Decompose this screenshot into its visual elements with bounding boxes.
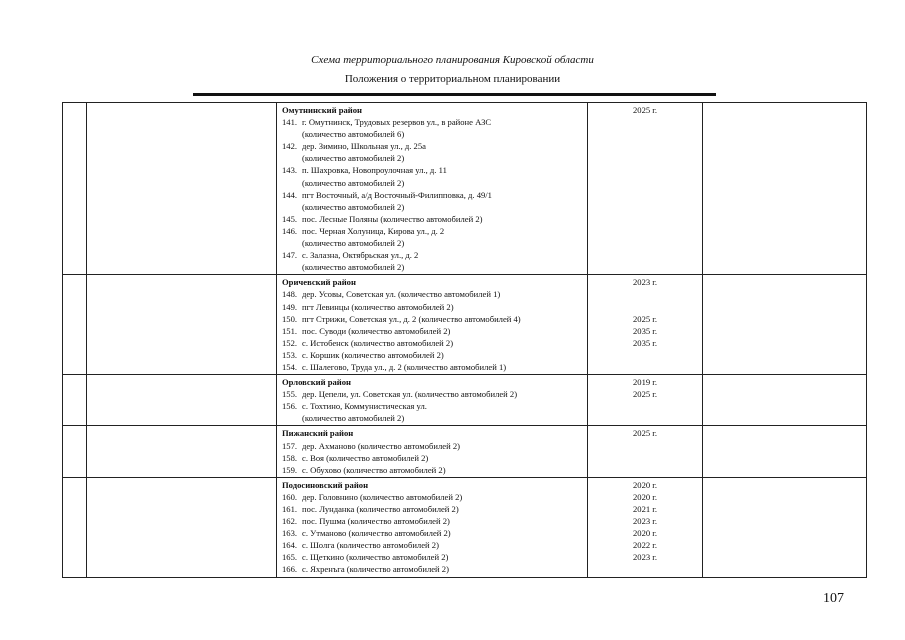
item-text: с. Коршик (количество автомобилей 2)	[302, 349, 444, 360]
year-value	[588, 152, 702, 164]
year-value	[588, 452, 702, 464]
list-item	[282, 349, 584, 361]
district-name: Подосиновский район	[282, 479, 369, 490]
row-number-cell	[63, 103, 87, 275]
item-number: 149.	[282, 301, 298, 312]
item-number: 164.	[282, 540, 298, 551]
list-item	[282, 164, 584, 188]
item-number: 153.	[282, 349, 298, 360]
year-value	[588, 201, 702, 213]
location-cell	[277, 375, 588, 426]
list-item	[282, 301, 584, 313]
notes-cell	[703, 103, 867, 275]
row-number-cell	[63, 275, 87, 375]
list-item	[282, 140, 584, 164]
district-name: Оричевский район	[282, 277, 356, 288]
list-item	[282, 388, 584, 400]
year-value	[588, 249, 702, 261]
year-value	[588, 225, 702, 237]
year-value: 2020 г.	[632, 491, 658, 502]
item-text: пгт Стрижи, Советская ул., д. 2 (количество автомобилей 4)	[302, 313, 521, 324]
list-item	[282, 464, 584, 476]
year-value	[588, 164, 702, 176]
list-item	[282, 551, 584, 563]
table-row	[63, 375, 867, 426]
item-text: дер. Усовы, Советская ул. (количество автомобилей 1)	[302, 289, 501, 300]
year-value	[588, 261, 702, 273]
table-row	[63, 275, 867, 375]
item-text: с. Залазна, Октябрьская ул., д. 2	[302, 250, 419, 261]
item-number: 143.	[282, 165, 298, 176]
list-item	[282, 213, 584, 225]
item-text: с. Тохтино, Коммунистическая ул.	[302, 401, 427, 412]
list-item	[282, 563, 584, 575]
item-text: пгт Восточный, а/д Восточный-Филипповка, д. 49/1	[302, 189, 492, 200]
item-text: с. Воя (количество автомобилей 2)	[302, 452, 429, 463]
list-item	[282, 503, 584, 515]
location-cell	[277, 103, 588, 275]
year-value: 2025 г.	[632, 428, 658, 439]
item-number: 141.	[282, 117, 298, 128]
list-item	[282, 116, 584, 140]
year-value: 2022 г.	[632, 540, 658, 551]
year-value	[588, 349, 702, 361]
item-continuation: (количество автомобилей 2)	[302, 413, 405, 424]
item-number: 158.	[282, 452, 298, 463]
object-type-cell	[87, 375, 277, 426]
district-name: Орловский район	[282, 377, 351, 388]
year-value	[588, 177, 702, 189]
list-item	[282, 400, 584, 424]
item-text: пос. Пушма (количество автомобилей 2)	[302, 516, 450, 527]
item-number: 157.	[282, 440, 298, 451]
item-text: пос. Черная Холуница, Кирова ул., д. 2	[302, 225, 445, 236]
year-value: 2019 г.	[632, 377, 658, 388]
object-type-cell	[87, 477, 277, 577]
item-continuation: (количество автомобилей 2)	[302, 238, 405, 249]
item-continuation: (количество автомобилей 2)	[302, 177, 405, 188]
year-value	[588, 213, 702, 225]
item-number: 162.	[282, 516, 298, 527]
item-number: 161.	[282, 504, 298, 514]
table-row	[63, 477, 867, 577]
page-header-subtitle: Положения о территориальном планировании	[344, 73, 561, 85]
item-number: 163.	[282, 528, 298, 539]
item-number: 150.	[282, 313, 298, 324]
item-number: 145.	[282, 213, 298, 224]
table-row	[63, 103, 867, 275]
item-number: 148.	[282, 289, 298, 300]
item-number: 160.	[282, 491, 298, 502]
notes-cell	[703, 375, 867, 426]
item-text: пос. Лесные Поляны (количество автомобилей 2)	[302, 213, 483, 224]
year-value: 2023 г.	[632, 516, 658, 527]
notes-cell	[703, 275, 867, 375]
item-text: с. Шалегово, Труда ул., д. 2 (количество автомобилей 1)	[302, 361, 507, 372]
page-number: 107	[823, 591, 844, 606]
year-value	[588, 400, 702, 412]
item-number: 146.	[282, 225, 298, 236]
item-text: с. Щеткино (количество автомобилей 2)	[302, 552, 449, 563]
item-text: с. Утманово (количество автомобилей 2)	[302, 528, 451, 539]
year-value	[588, 301, 702, 313]
row-number-cell	[63, 375, 87, 426]
object-type-cell	[87, 426, 277, 477]
year-value: 2023 г.	[632, 552, 658, 563]
year-value: 2035 г.	[632, 337, 658, 348]
year-value: 2020 г.	[632, 479, 658, 490]
item-text: г. Омутнинск, Трудовых резервов ул., в районе АЗС	[302, 117, 492, 128]
district-name: Пижанский район	[282, 428, 354, 439]
object-type-cell	[87, 103, 277, 275]
year-value	[588, 464, 702, 476]
year-value	[588, 140, 702, 152]
item-number: 154.	[282, 361, 298, 372]
item-number: 151.	[282, 325, 298, 336]
item-text: с. Обухово (количество автомобилей 2)	[302, 464, 446, 475]
year-value: 2020 г.	[632, 528, 658, 539]
item-text: с. Яхренъга (количество автомобилей 2)	[302, 564, 449, 575]
item-text: пос. Суводи (количество автомобилей 2)	[302, 325, 451, 336]
list-item	[282, 288, 584, 300]
item-text: пгт Левинцы (количество автомобилей 2)	[302, 301, 454, 312]
location-cell	[277, 275, 588, 375]
list-item	[282, 539, 584, 551]
list-item	[282, 325, 584, 337]
list-item	[282, 491, 584, 503]
district-name: Омутнинский район	[282, 105, 363, 115]
year-value: 2035 г.	[632, 325, 658, 336]
list-item	[282, 527, 584, 539]
year-value	[588, 189, 702, 201]
item-number: 147.	[282, 250, 298, 261]
item-continuation: (количество автомобилей 2)	[302, 201, 405, 212]
item-number: 159.	[282, 464, 298, 475]
item-text: пос. Лунданка (количество автомобилей 2)	[302, 504, 459, 514]
item-text: дер. Зимино, Школьная ул., д. 25а	[302, 141, 426, 152]
item-continuation: (количество автомобилей 6)	[302, 129, 405, 140]
item-number: 144.	[282, 189, 298, 200]
year-value: 2025 г.	[632, 313, 658, 324]
item-number: 156.	[282, 401, 298, 412]
list-item	[282, 515, 584, 527]
year-value	[588, 128, 702, 140]
location-cell	[277, 426, 588, 477]
item-number: 155.	[282, 389, 298, 400]
notes-cell	[703, 426, 867, 477]
list-item	[282, 361, 584, 373]
list-item	[282, 452, 584, 464]
row-number-cell	[63, 426, 87, 477]
item-text: дер. Головнино (количество автомобилей 2)	[302, 491, 463, 502]
list-item	[282, 337, 584, 349]
notes-cell	[703, 477, 867, 577]
year-cell	[588, 477, 703, 577]
item-continuation: (количество автомобилей 2)	[302, 153, 405, 164]
list-item	[282, 225, 584, 249]
year-cell	[588, 103, 703, 275]
item-text: п. Шахровка, Новопроулочная ул., д. 11	[302, 165, 447, 176]
year-value	[588, 237, 702, 249]
page-header-title: Схема территориального планирования Кировской области	[311, 54, 594, 66]
year-value: 2023 г.	[632, 277, 658, 288]
year-value	[588, 116, 702, 128]
item-number: 165.	[282, 552, 298, 563]
item-number: 142.	[282, 141, 298, 152]
list-item	[282, 440, 584, 452]
location-cell	[277, 477, 588, 577]
list-item	[282, 313, 584, 325]
planning-table	[62, 102, 867, 578]
table-row	[63, 426, 867, 477]
item-text: дер. Ахманово (количество автомобилей 2)	[302, 440, 461, 451]
item-continuation: (количество автомобилей 2)	[302, 262, 405, 273]
year-cell	[588, 375, 703, 426]
list-item	[282, 189, 584, 213]
year-value: 2021 г.	[632, 504, 658, 514]
item-text: с. Истобенск (количество автомобилей 2)	[302, 337, 454, 348]
list-item	[282, 249, 584, 273]
item-number: 166.	[282, 564, 298, 575]
year-value	[588, 440, 702, 452]
item-text: с. Шолга (количество автомобилей 2)	[302, 540, 439, 551]
year-value	[588, 288, 702, 300]
object-type-cell	[87, 275, 277, 375]
year-cell	[588, 426, 703, 477]
year-value: 2025 г.	[632, 389, 658, 400]
header-divider	[193, 93, 716, 96]
year-cell	[588, 275, 703, 375]
year-value: 2025 г.	[632, 105, 658, 115]
row-number-cell	[63, 477, 87, 577]
item-number: 152.	[282, 337, 298, 348]
item-text: дер. Цепели, ул. Советская ул. (количество автомобилей 2)	[302, 389, 518, 400]
